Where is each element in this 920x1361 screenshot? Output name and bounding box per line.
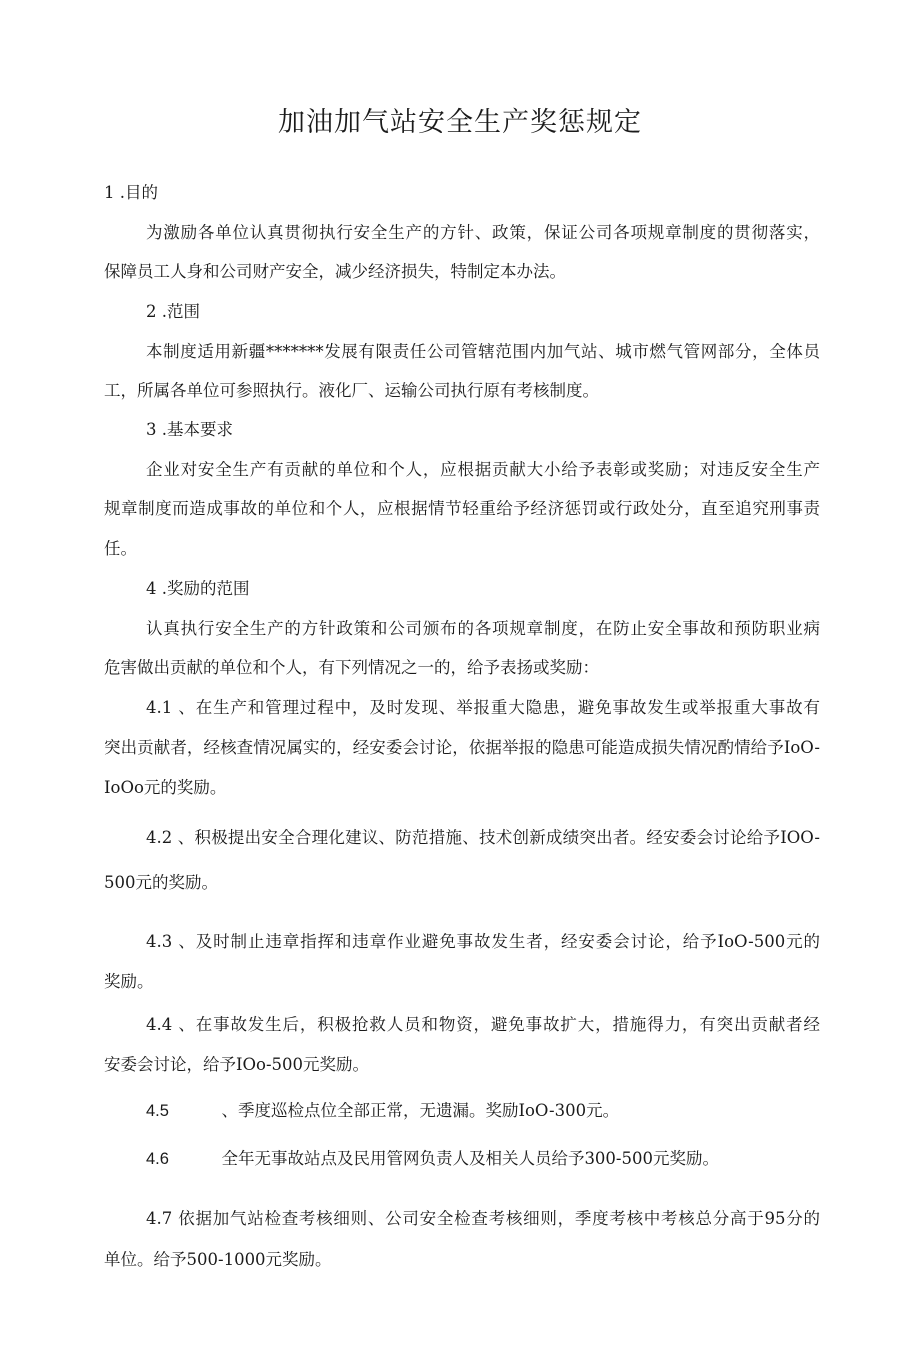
item-4-7-line-2: 单位。给予500-1000元奖励。 — [104, 1250, 332, 1269]
item-4-4-line-1: 4.4 、在事故发生后，积极抢救人员和物资，避免事故扩大，措施得力，有突出贡献者经 — [146, 1015, 820, 1034]
section-3-line-2: 规章制度而造成事故的单位和个人，应根据情节轻重给予经济惩罚或行政处分，直至追究刑事责 — [104, 499, 820, 518]
item-4-6-number: 4.6 — [146, 1150, 169, 1168]
document-title: 加油加气站安全生产奖惩规定 — [278, 107, 642, 138]
item-4-1-line-2: 突出贡献者，经核查情况属实的，经安委会讨论，依据举报的隐患可能造成损失情况酌情给予IoO- — [104, 738, 820, 757]
section-4-line-2: 危害做出贡献的单位和个人，有下列情况之一的，给予表扬或奖励： — [104, 658, 599, 677]
section-3-heading: 3 .基本要求 — [146, 420, 233, 439]
item-4-5-text: 、季度巡检点位全部正常，无遗漏。奖励IoO-300元。 — [221, 1101, 620, 1120]
section-2-line-2: 工，所属各单位可参照执行。液化厂、运输公司执行原有考核制度。 — [104, 381, 599, 400]
item-4-1-line-3: IoOo元的奖励。 — [104, 778, 227, 797]
section-2-heading: 2 .范围 — [146, 302, 200, 321]
item-4-3-line-2: 奖励。 — [104, 972, 154, 991]
section-1-heading: 1 .目的 — [104, 183, 158, 202]
item-4-5-number: 4.5 — [146, 1102, 169, 1120]
section-1-line-1: 为激励各单位认真贯彻执行安全生产的方针、政策，保证公司各项规章制度的贯彻落实， — [146, 223, 820, 242]
section-4-heading: 4 .奖励的范围 — [146, 579, 250, 598]
item-4-5 — [146, 1101, 820, 1121]
section-3-line-1: 企业对安全生产有贡献的单位和个人，应根据贡献大小给予表彰或奖励；对违反安全生产 — [146, 460, 820, 479]
item-4-4-line-2: 安委会讨论，给予IOo-500元奖励。 — [104, 1055, 370, 1074]
item-4-2-line-2: 500元的奖励。 — [104, 873, 218, 892]
item-4-6-text: 全年无事故站点及民用管网负责人及相关人员给予300-500元奖励。 — [221, 1149, 719, 1168]
section-3-line-3: 任。 — [104, 539, 137, 558]
section-1-line-2: 保障员工人身和公司财产安全，减少经济损失，特制定本办法。 — [104, 262, 566, 281]
item-4-6 — [146, 1149, 820, 1169]
section-4-line-1: 认真执行安全生产的方针政策和公司颁布的各项规章制度，在防止安全事故和预防职业病 — [146, 619, 820, 638]
item-4-7-line-1: 4.7 依据加气站检查考核细则、公司安全检查考核细则，季度考核中考核总分高于95分的 — [146, 1209, 820, 1228]
item-4-3-line-1: 4.3 、及时制止违章指挥和违章作业避免事故发生者，经安委会讨论，给予IoO-500元的 — [146, 932, 820, 951]
item-4-1-line-1: 4.1 、在生产和管理过程中，及时发现、举报重大隐患，避免事故发生或举报重大事故有 — [146, 698, 820, 717]
section-2-line-1: 本制度适用新疆*******发展有限责任公司管辖范围内加气站、城市燃气管网部分，全体员 — [146, 342, 820, 361]
item-4-2-line-1: 4.2 、积极提出安全合理化建议、防范措施、技术创新成绩突出者。经安委会讨论给予IOO- — [146, 828, 820, 847]
